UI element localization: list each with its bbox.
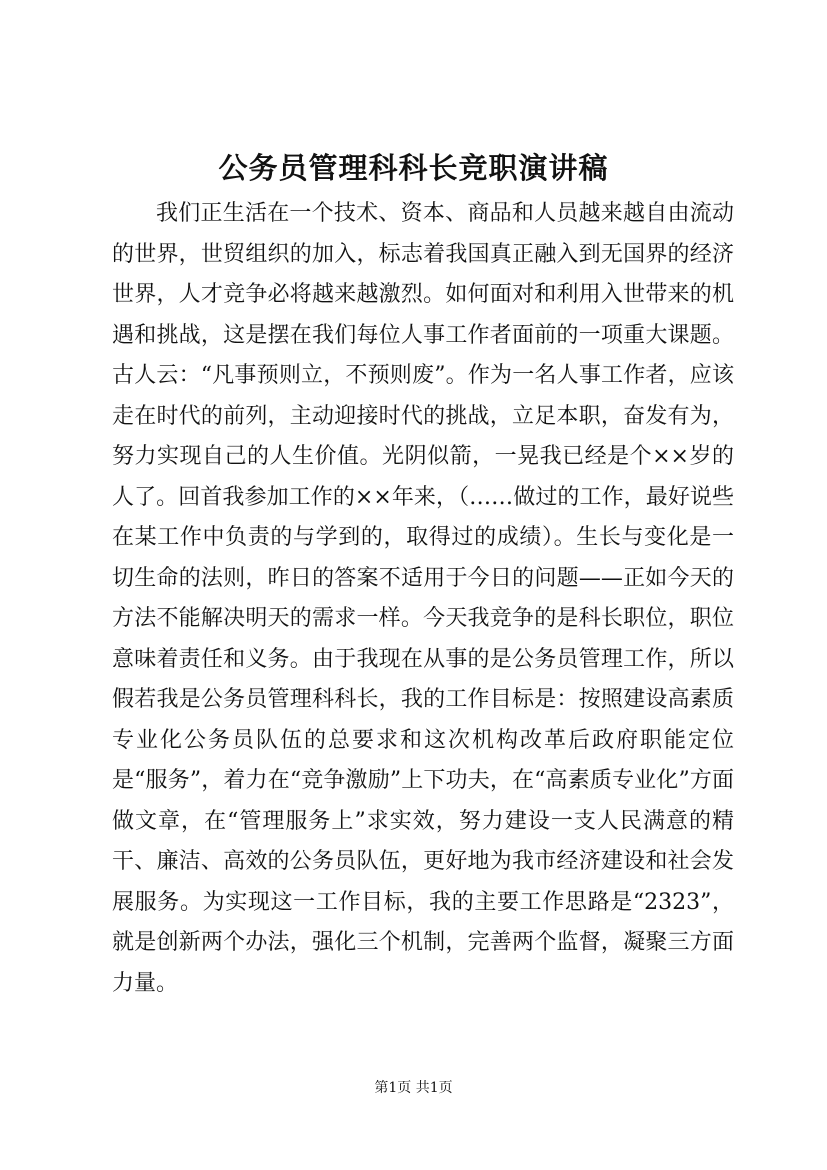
document-title: 公务员管理科科长竞职演讲稿 bbox=[218, 151, 609, 185]
body-paragraph: 我们正生活在一个技术、资本、商品和人员越来越自由流动的世界，世贸组织的加入，标志着我国真正融入到无国界的经济世界，人才竞争必将越来越激烈。如何面对和利用入世带来的机遇和挑战，这是摆在我们每位人事工作者面前的一项重大课题。古人云：“凡事预则立，不预则废”。作为一名人事工作者，应该走在时代的前列，主动迎接时代的挑战，立足本职，奋发有为，努力实现自己的人生价值。光阴似箭，一晃我已经是个××岁的人了。回首我参加工作的××年来，（……做过的工作，最好说些在某工作中负责的与学到的，取得过的成绩）。生长与变化是一切生命的法则，昨日的答案不适用于今日的问题——正如今天的方法不能解决明天的需求一样。今天我竞争的是科长职位，职位意味着责任和义务。由于我现在从事的是公务员管理工作，所以假若我是公务员管理科科长，我的工作目标是：按照建设高素质专业化公务员队伍的总要求和这次机构改革后政府职能定位是“服务”，着力在“竞争激励”上下功夫，在“高素质专业化”方面做文章，在“管理服务上”求实效，努力建设一支人民满意的精干、廉洁、高效的公务员队伍，更好地为我市经济建设和社会发展服务。为实现这一工作目标，我的主要工作思路是“2323”，就是创新两个办法，强化三个机制，完善两个监督，凝聚三方面力量。 bbox=[112, 201, 734, 996]
page-footer: 第1页 共1页 bbox=[374, 1080, 453, 1096]
